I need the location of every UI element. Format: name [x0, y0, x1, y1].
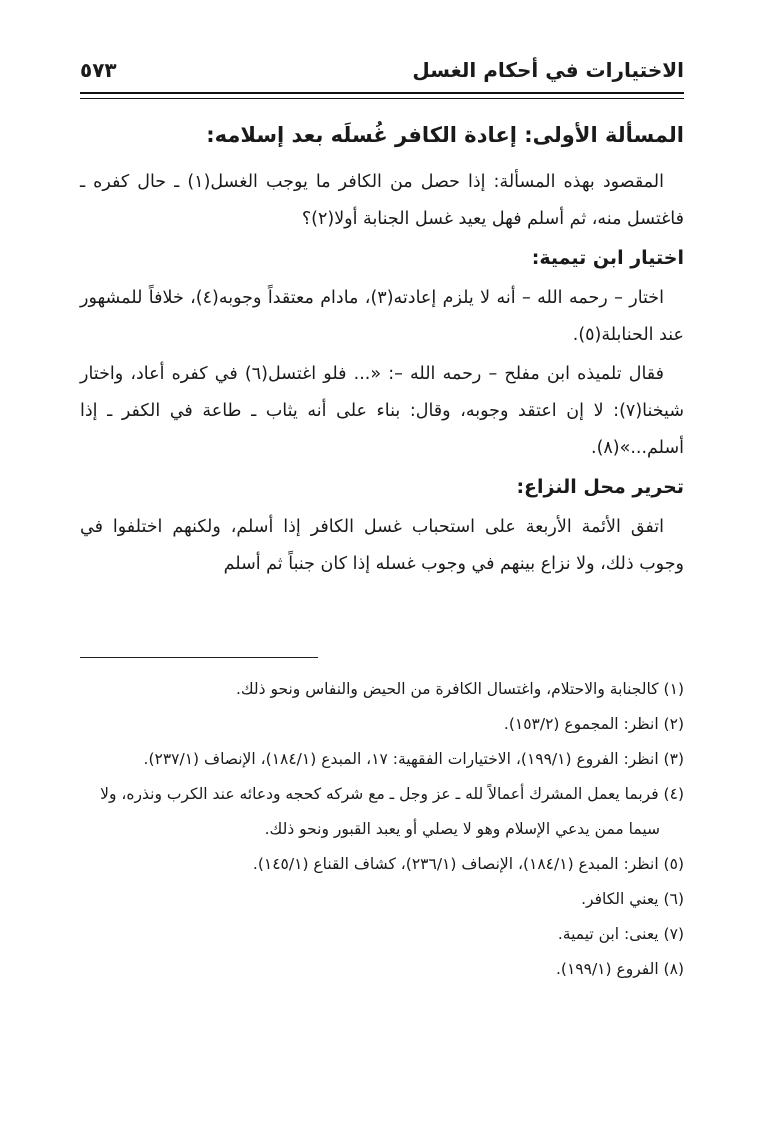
- footnote-separator: [80, 657, 318, 658]
- header-title: الاختيارات في أحكام الغسل: [412, 58, 684, 82]
- paragraph-quote: فقال تلميذه ابن مفلح – رحمه الله –: «... فلو اغتسل(٦) في كفره أعاد، واختار شيخنا(٧): لا إن اعتقد وجوبه، وقال: بناء على أنه يثاب ـ طاعة في الكفر ـ إذا أسلم...»(٨).: [80, 364, 684, 458]
- main-text: [80, 118, 684, 585]
- footnote-5: (٥) انظر: المبدع (١٨٤/١)، الإنصاف (٢٣٦/١)، كشاف القناع (١٤٥/١).: [252, 855, 684, 873]
- paragraph-agreement: اتفق الأئمة الأربعة على استحباب غسل الكافر إذا أسلم، ولكنهم اختلفوا في وجوب ذلك، ولا نزاع بينهم في وجوب غسله إذا كان جنباً ثم أسلم: [80, 517, 684, 574]
- footnote-2: (٢) انظر: المجموع (١٥٣/٢).: [503, 715, 684, 733]
- running-header: [80, 54, 684, 90]
- footnote-6: (٦) يعني الكافر.: [581, 890, 684, 908]
- footnote-1: (١) كالجنابة والاحتلام، واغتسال الكافرة من الحيض والنفاس ونحو ذلك.: [235, 680, 684, 698]
- footnote-8: (٨) الفروع (١٩٩/١).: [555, 960, 684, 978]
- footnote-7: (٧) يعنى: ابن تيمية.: [557, 925, 684, 943]
- paragraph-choice: اختار – رحمه الله – أنه لا يلزم إعادته(٣)، مادام معتقداً وجوبه(٤)، خلافاً للمشهور عند الحنابلة(٥).: [80, 288, 684, 345]
- footnote-4-continued: سيما ممن يدعي الإسلام وهو لا يصلي أو يعبد القبور ونحو ذلك.: [264, 820, 660, 838]
- section-heading: المسألة الأولى: إعادة الكافر غُسلَه بعد إسلامه:: [206, 123, 684, 147]
- footnote-3: (٣) انظر: الفروع (١٩٩/١)، الاختيارات الفقهية: ١٧، المبدع (١٨٤/١)، الإنصاف (٢٣٧/١).: [143, 750, 684, 768]
- subheading-dispute: تحرير محل النزاع:: [516, 476, 684, 498]
- footnotes: [80, 672, 684, 987]
- header-rule-thick: [80, 92, 684, 94]
- paragraph-definition: المقصود بهذه المسألة: إذا حصل من الكافر ما يوجب الغسل(١) ـ حال كفره ـ فاغتسل منه، ثم أسلم فهل يعيد غسل الجنابة أولا(٢)؟: [80, 172, 684, 229]
- header-rule-thin: [80, 98, 684, 99]
- page-number: ٥٧٣: [80, 58, 117, 82]
- footnote-4: (٤) فربما يعمل المشرك أعمالاً لله ـ عز وجل ـ مع شركه كحجه ودعائه عند الكرب ونذره، ولا: [100, 785, 684, 803]
- subheading-ibn-taymiyya: اختيار ابن تيمية:: [531, 247, 684, 269]
